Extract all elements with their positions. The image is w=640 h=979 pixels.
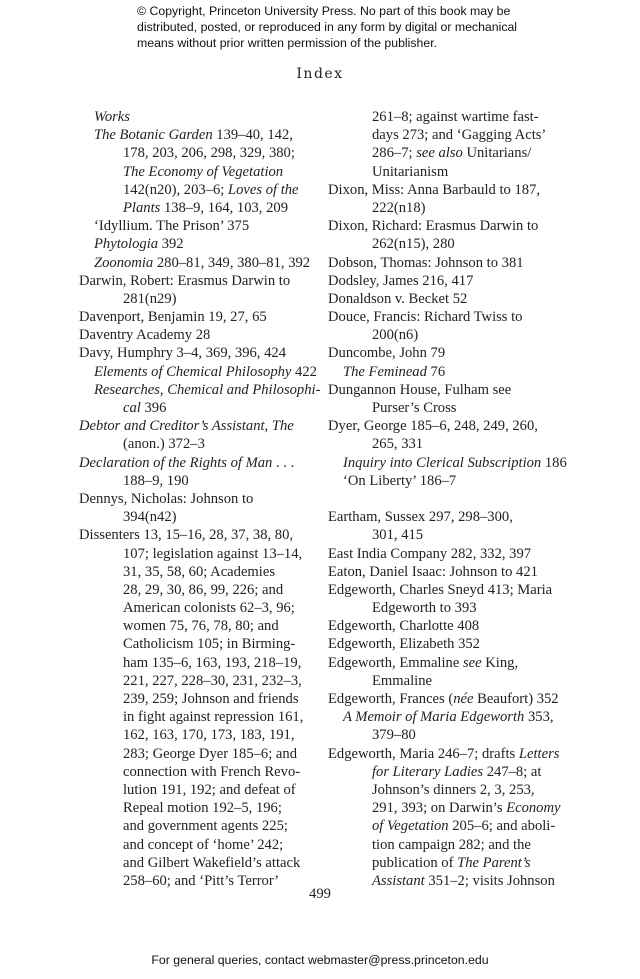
entry-text: 281(n29) <box>123 290 177 307</box>
entry-text: Declaration of the Rights of Man <box>79 454 273 471</box>
index-entry-continuation <box>328 599 588 617</box>
index-entry-continuation <box>328 163 588 181</box>
index-entry <box>328 690 588 708</box>
entry-text: Edgeworth, Charles Sneyd 413; Maria <box>328 581 553 598</box>
index-column-right <box>328 108 588 890</box>
index-entry-continuation <box>328 781 588 799</box>
index-entry <box>328 545 588 563</box>
entry-text: Economy <box>506 800 561 817</box>
copyright-line-3: means without prior written permission of the publisher. <box>137 36 438 50</box>
index-subentry <box>328 472 588 490</box>
index-entry <box>328 308 588 326</box>
entry-text: Edgeworth, Frances ( <box>328 691 454 707</box>
entry-text: 396 <box>140 400 167 416</box>
entry-text: 76 <box>426 363 446 380</box>
entry-text: and government agents 225; <box>123 818 288 835</box>
index-entry-continuation <box>79 781 319 799</box>
index-entry <box>328 344 588 362</box>
entry-text: Douce, Francis: Richard Twiss to <box>328 309 523 326</box>
index-entry <box>328 617 588 635</box>
copyright-line-1: © Copyright, Princeton University Press. No part of this book may be <box>137 4 511 18</box>
entry-text: Phytologia <box>94 236 159 253</box>
index-subentry <box>79 363 319 381</box>
entry-text: (anon.) 372–3 <box>123 436 205 453</box>
entry-text: Loves of the <box>228 181 299 198</box>
index-entry-continuation <box>79 799 319 817</box>
index-entry-continuation <box>328 726 588 744</box>
section-gap <box>328 490 588 508</box>
entry-text: American colonists 62–3, 96; <box>123 600 295 617</box>
index-entry-continuation <box>79 399 319 417</box>
entry-text: 178, 203, 206, 298, 329, 380; <box>123 145 295 162</box>
index-entry-continuation <box>79 672 319 690</box>
entry-text: tion campaign 282; and the <box>372 836 531 853</box>
index-entry-continuation <box>79 290 319 308</box>
index-entry-continuation <box>328 144 588 162</box>
index-entry-continuation <box>328 817 588 835</box>
entry-text: Zoonomia <box>94 254 154 271</box>
index-entry-continuation <box>79 599 319 617</box>
footer-contact: For general queries, contact webmaster@press.princeton.edu <box>151 953 489 967</box>
entry-text: The Botanic Garden <box>94 127 213 144</box>
index-entry-continuation <box>328 799 588 817</box>
entry-text: 258–60; and ‘Pitt’s Terror’ <box>123 872 280 889</box>
entry-text: ‘Idyllium. The Prison’ 375 <box>94 218 250 235</box>
entry-text: 107; legislation against 13–14, <box>123 545 303 562</box>
entry-text: Unitarians/ <box>462 145 532 162</box>
index-entry <box>328 563 588 581</box>
index-entry-continuation <box>328 108 588 126</box>
index-entry-continuation <box>328 526 588 544</box>
entry-text: Edgeworth, Emmaline <box>328 654 463 671</box>
index-entry-continuation <box>328 126 588 144</box>
entry-text: Letters <box>518 745 560 762</box>
entry-text: Dixon, Miss: Anna Barbauld to 187, <box>328 181 541 198</box>
index-entry-continuation <box>79 690 319 708</box>
index-entry <box>79 344 319 362</box>
index-entry <box>328 181 588 199</box>
entry-text: and Gilbert Wakefield’s attack <box>123 854 301 871</box>
index-entry <box>79 526 319 544</box>
index-subentry <box>79 381 319 399</box>
index-entry <box>328 508 588 526</box>
page-title: Index <box>296 66 344 82</box>
entry-text: King, <box>481 654 519 671</box>
entry-text: Edgeworth, Charlotte 408 <box>328 618 480 635</box>
entry-text: Assistant <box>372 872 425 889</box>
entry-text: 142(n20), 203–6; <box>123 181 228 198</box>
index-entry-continuation <box>328 399 588 417</box>
index-entry-continuation <box>79 508 319 526</box>
entry-text: Plants <box>123 199 161 216</box>
index-entry <box>328 417 588 435</box>
index-entry-continuation <box>328 199 588 217</box>
entry-text: 239, 259; Johnson and friends <box>123 691 299 707</box>
index-entry-continuation <box>79 581 319 599</box>
entry-text: 188–9, 190 <box>123 472 189 489</box>
index-entry <box>328 654 588 672</box>
entry-text: Dissenters 13, 15–16, 28, 37, 38, 80, <box>79 527 294 544</box>
entry-text: Edgeworth to 393 <box>372 600 477 617</box>
entry-text: 222(n18) <box>372 199 426 216</box>
entry-text: ‘On Liberty’ 186–7 <box>343 472 457 489</box>
entry-text: 351–2; visits Johnson <box>424 872 555 889</box>
index-entry <box>79 454 319 472</box>
index-subentry <box>79 235 319 253</box>
entry-text: 301, 415 <box>372 527 424 544</box>
entry-text: . . . <box>272 454 295 471</box>
index-entry-continuation <box>79 472 319 490</box>
index-entry-continuation <box>79 617 319 635</box>
entry-text: Researches, Chemical and Philosophi- <box>94 381 321 398</box>
entry-text: 291, 393; on Darwin’s <box>372 800 507 817</box>
entry-text: publication of <box>372 854 458 871</box>
entry-text: née <box>453 691 474 707</box>
entry-text: connection with French Revo- <box>123 763 301 780</box>
entry-text: Duncombe, John 79 <box>328 345 446 362</box>
entry-text: Elements of Chemical Philosophy <box>94 363 292 380</box>
index-entry <box>79 490 319 508</box>
index-entry-continuation <box>79 563 319 581</box>
index-entry <box>328 217 588 235</box>
entry-text: Darwin, Robert: Erasmus Darwin to <box>79 272 291 289</box>
index-entry <box>79 308 319 326</box>
index-entry-continuation <box>79 745 319 763</box>
entry-text: 200(n6) <box>372 327 419 344</box>
entry-text: ham 135–6, 163, 193, 218–19, <box>123 654 302 671</box>
index-entry <box>328 272 588 290</box>
index-entry-continuation <box>328 854 588 872</box>
index-entry <box>328 581 588 599</box>
entry-text: days 273; and ‘Gagging Acts’ <box>372 127 547 144</box>
entry-text: 280–81, 349, 380–81, 392 <box>153 254 311 271</box>
copyright-notice <box>137 3 557 51</box>
entry-text: and concept of ‘home’ 242; <box>123 836 284 853</box>
index-entry-continuation <box>79 836 319 854</box>
entry-text: 262(n15), 280 <box>372 236 455 253</box>
entry-text: for Literary Ladies <box>372 763 484 780</box>
entry-text: Unitarianism <box>372 163 449 180</box>
entry-text: 353, <box>524 709 554 726</box>
entry-text: see also <box>416 145 463 162</box>
entry-text: 31, 35, 58, 60; Academies <box>123 563 275 580</box>
index-subentry <box>79 108 319 126</box>
entry-text: 265, 331 <box>372 436 424 453</box>
entry-text: 422 <box>291 363 317 380</box>
entry-text: Daventry Academy 28 <box>79 327 211 344</box>
entry-text: women 75, 76, 78, 80; and <box>123 618 279 635</box>
index-entry <box>79 417 319 435</box>
index-entry-continuation <box>79 144 319 162</box>
entry-text: 186 <box>541 454 567 471</box>
index-entry <box>328 745 588 763</box>
entry-text: Purser’s Cross <box>372 400 457 416</box>
entry-text: 247–8; at <box>483 763 542 780</box>
index-subentry <box>79 126 319 144</box>
entry-text: 205–6; and aboli- <box>448 818 556 835</box>
entry-text: Davy, Humphry 3–4, 369, 396, 424 <box>79 345 286 362</box>
entry-text: Dennys, Nicholas: Johnson to <box>79 490 254 507</box>
entry-text: Beaufort) 352 <box>473 691 559 707</box>
index-entry-continuation <box>79 199 319 217</box>
index-entry <box>328 254 588 272</box>
entry-text: Dyer, George 185–6, 248, 249, 260, <box>328 418 538 435</box>
index-subentry <box>79 254 319 272</box>
index-entry <box>79 272 319 290</box>
page-number: 499 <box>309 886 331 902</box>
copyright-line-2: distributed, posted, or reproduced in any form by digital or mechanical <box>137 20 518 34</box>
entry-text: 139–40, 142, <box>212 127 293 144</box>
entry-text: 379–80 <box>372 727 416 744</box>
entry-text: of Vegetation <box>372 818 449 835</box>
entry-text: 138–9, 164, 103, 209 <box>160 199 288 216</box>
entry-text: 261–8; against wartime fast- <box>372 109 539 125</box>
index-entry-continuation <box>79 708 319 726</box>
entry-text: 28, 29, 30, 86, 99, 226; and <box>123 581 284 598</box>
entry-text: Catholicism 105; in Birming- <box>123 636 296 653</box>
entry-text: The Parent’s <box>457 854 531 871</box>
entry-text: cal <box>123 400 141 416</box>
entry-text: 283; George Dyer 185–6; and <box>123 745 298 762</box>
entry-text: Johnson’s dinners 2, 3, 253, <box>372 781 535 798</box>
index-entry <box>328 635 588 653</box>
entry-text: lution 191, 192; and defeat of <box>123 781 296 798</box>
index-subentry <box>328 363 588 381</box>
entry-text: 394(n42) <box>123 509 177 526</box>
index-entry-continuation <box>328 836 588 854</box>
entry-text: A Memoir of Maria Edgeworth <box>343 709 525 726</box>
index-entry <box>328 290 588 308</box>
entry-text: The Feminead <box>343 363 427 380</box>
index-entry-continuation <box>79 654 319 672</box>
entry-text: 162, 163, 170, 173, 183, 191, <box>123 727 295 744</box>
entry-text: Edgeworth, Elizabeth 352 <box>328 636 480 653</box>
entry-text: East India Company 282, 332, 397 <box>328 545 532 562</box>
entry-text: 392 <box>158 236 184 253</box>
index-entry-continuation <box>79 635 319 653</box>
index-entry-continuation <box>328 326 588 344</box>
entry-text: Works <box>94 109 130 125</box>
index-entry <box>79 326 319 344</box>
entry-text: Dixon, Richard: Erasmus Darwin to <box>328 218 539 235</box>
entry-text: 286–7; <box>372 145 417 162</box>
index-entry-continuation <box>79 163 319 181</box>
index-entry-continuation <box>79 726 319 744</box>
entry-text: Repeal motion 192–5, 196; <box>123 800 282 817</box>
index-entry-continuation <box>328 235 588 253</box>
entry-text: see <box>462 654 482 671</box>
index-entry-continuation <box>328 672 588 690</box>
entry-text: Davenport, Benjamin 19, 27, 65 <box>79 309 267 326</box>
index-entry-continuation <box>328 763 588 781</box>
index-column-left <box>79 108 319 890</box>
index-entry-continuation <box>328 435 588 453</box>
entry-text: Eaton, Daniel Isaac: Johnson to 421 <box>328 563 538 580</box>
entry-text: Emmaline <box>372 672 432 689</box>
entry-text: Inquiry into Clerical Subscription <box>343 454 542 471</box>
entry-text: Dodsley, James 216, 417 <box>328 272 474 289</box>
index-subentry <box>328 454 588 472</box>
index-entry-continuation <box>79 854 319 872</box>
index-entry <box>328 381 588 399</box>
entry-text: Edgeworth, Maria 246–7; drafts <box>328 745 519 762</box>
index-entry-continuation <box>79 545 319 563</box>
entry-text: Eartham, Sussex 297, 298–300, <box>328 509 513 526</box>
index-entry-continuation <box>79 181 319 199</box>
index-entry-continuation <box>79 817 319 835</box>
entry-text: Donaldson v. Becket 52 <box>328 290 468 307</box>
index-subentry <box>79 217 319 235</box>
entry-text: Debtor and Creditor’s Assistant, The <box>79 418 294 435</box>
index-entry-continuation <box>79 435 319 453</box>
entry-text: Dungannon House, Fulham see <box>328 381 512 398</box>
entry-text: in fight against repression 161, <box>123 709 304 726</box>
entry-text: The Economy of Vegetation <box>123 163 284 180</box>
index-subentry <box>328 708 588 726</box>
index-entry-continuation <box>79 763 319 781</box>
entry-text: 221, 227, 228–30, 231, 232–3, <box>123 672 302 689</box>
entry-text: Dobson, Thomas: Johnson to 381 <box>328 254 524 271</box>
